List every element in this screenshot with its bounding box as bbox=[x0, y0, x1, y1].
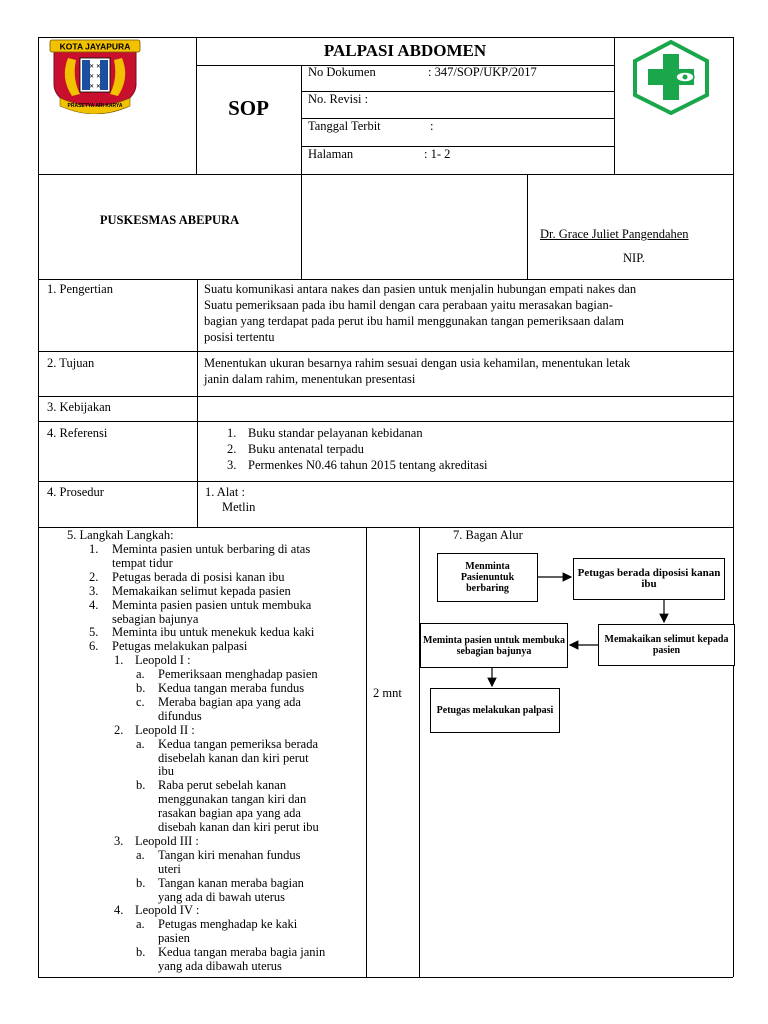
doc-number-label: No Dokumen bbox=[308, 65, 376, 79]
step-number: a. bbox=[136, 917, 145, 932]
step-text: Leopold II : bbox=[135, 722, 195, 737]
step-number: a. bbox=[136, 667, 145, 682]
step-number: 6. bbox=[89, 639, 99, 654]
step-text: Kedua tangan meraba fundus bbox=[158, 681, 305, 695]
step-text: ibu bbox=[158, 764, 174, 779]
referensi-item: Buku antenatal terpadu bbox=[248, 442, 364, 456]
svg-text:✕ ✕: ✕ ✕ bbox=[89, 74, 101, 80]
step-duration: 2 mnt bbox=[373, 686, 402, 700]
page-value: : 1- 2 bbox=[424, 147, 451, 161]
step-text: Memakaikan selimut kepada pasien bbox=[112, 583, 291, 598]
referensi-item: Permenkes N0.46 tahun 2015 tentang akreditasi bbox=[248, 458, 488, 472]
svg-text:✕ ✕: ✕ ✕ bbox=[89, 64, 101, 70]
referensi-item: Buku standar pelayanan kebidanan bbox=[248, 426, 423, 440]
alat-label: 1. Alat : bbox=[205, 485, 245, 499]
step-number: b. bbox=[136, 945, 146, 960]
section-referensi-label: 4. Referensi bbox=[47, 426, 108, 440]
referensi-number: 1. bbox=[227, 426, 237, 440]
step-text: Meminta pasien pasien untuk membuka bbox=[112, 597, 312, 612]
svg-text:✕ ✕: ✕ ✕ bbox=[89, 84, 101, 90]
step-text: Raba perut sebelah kanan bbox=[158, 778, 287, 793]
flow-box-palpasi: Petugas melakukan palpasi bbox=[430, 688, 560, 733]
step-text: Leopold III : bbox=[135, 833, 199, 848]
step-number: b. bbox=[136, 875, 146, 890]
steps-header: 5. Langkah Langkah: bbox=[67, 528, 174, 542]
step-number: b. bbox=[136, 778, 146, 793]
step-text: Petugas menghadap ke kaki bbox=[158, 917, 298, 932]
flow-box-berbaring: Menminta Pasienuntuk berbaring bbox=[437, 553, 538, 602]
step-text: menggunakan tangan kiri dan bbox=[158, 792, 307, 807]
issue-date-value: : bbox=[430, 119, 434, 133]
step-number: 3. bbox=[89, 583, 99, 598]
step-number: 1. bbox=[114, 653, 124, 668]
step-text: Pemeriksaan menghadap pasien bbox=[158, 667, 318, 682]
step-number: 2. bbox=[89, 569, 99, 584]
referensi-number: 3. bbox=[227, 458, 237, 472]
step-number: 1. bbox=[89, 542, 99, 556]
step-number: 3. bbox=[114, 833, 124, 848]
step-text: Petugas berada di posisi kanan ibu bbox=[112, 569, 285, 584]
section-prosedur-label: 4. Prosedur bbox=[47, 485, 104, 499]
organization-name: PUSKESMAS ABEPURA bbox=[99, 213, 240, 227]
signer-name: Dr. Grace Juliet Pangendahen bbox=[540, 227, 689, 241]
step-text: rasakan bagian apa yang ada bbox=[158, 806, 301, 821]
flow-header: 7. Bagan Alur bbox=[453, 528, 523, 542]
step-text: Leopold IV : bbox=[135, 903, 200, 918]
step-text: tempat tidur bbox=[112, 555, 173, 570]
pengertian-line: Suatu komunikasi antara nakes dan pasien untuk menjalin hubungan empati nakes dan bbox=[204, 282, 637, 296]
step-number: a. bbox=[136, 736, 145, 751]
step-number: a. bbox=[136, 847, 145, 862]
sop-label: SOP bbox=[228, 96, 269, 120]
referensi-number: 2. bbox=[227, 442, 237, 456]
revision-label: No. Revisi : bbox=[308, 92, 369, 106]
step-number: 5. bbox=[89, 625, 99, 640]
step-number: 4. bbox=[114, 903, 124, 918]
step-text: sebagian bajunya bbox=[112, 611, 199, 626]
document-title: PALPASI ABDOMEN bbox=[323, 41, 487, 60]
step-number: c. bbox=[136, 694, 145, 709]
step-text: Meminta ibu untuk menekuk kedua kaki bbox=[112, 625, 315, 640]
step-text: Leopold I : bbox=[135, 653, 191, 668]
section-kebijakan-label: 3. Kebijakan bbox=[47, 400, 111, 414]
tujuan-line: Menentukan ukuran besarnya rahim sesuai dengan usia kehamilan, menentukan letak bbox=[204, 356, 631, 370]
flow-box-buka-baju: Meminta pasien untuk membuka sebagian bajunya bbox=[420, 623, 568, 668]
step-number: 4. bbox=[89, 597, 99, 612]
section-pengertian-label: 1. Pengertian bbox=[47, 282, 113, 296]
svg-text:KOTA JAYAPURA: KOTA JAYAPURA bbox=[59, 41, 131, 52]
step-text: disebelah kanan dan kiri perut bbox=[158, 750, 309, 765]
step-text: Kedua tangan meraba bagia janin bbox=[158, 945, 326, 960]
issue-date-label: Tanggal Terbit bbox=[308, 119, 381, 133]
step-text: Tangan kanan meraba bagian bbox=[158, 875, 304, 890]
step-text: pasien bbox=[158, 931, 190, 946]
step-text: Kedua tangan pemeriksa berada bbox=[158, 736, 318, 751]
step-text: uteri bbox=[158, 861, 181, 876]
step-text: Meraba bagian apa yang ada bbox=[158, 694, 301, 709]
step-text: yang ada dibawah uterus bbox=[158, 959, 282, 973]
svg-text:PRASETYA ARI KARYA: PRASETYA ARI KARYA bbox=[67, 103, 123, 109]
step-number: 2. bbox=[114, 722, 124, 737]
signer-nip: NIP. bbox=[623, 251, 645, 265]
step-text: Petugas melakukan palpasi bbox=[112, 639, 248, 654]
pengertian-line: Suatu pemeriksaan pada ibu hamil dengan cara perabaan yaitu merasakan bagian- bbox=[204, 298, 613, 312]
step-text: difundus bbox=[158, 708, 202, 723]
step-text: Tangan kiri menahan fundus bbox=[158, 847, 301, 862]
section-tujuan-label: 2. Tujuan bbox=[47, 356, 95, 370]
pengertian-line: posisi tertentu bbox=[204, 330, 275, 344]
step-text: yang ada di bawah uterus bbox=[158, 889, 286, 904]
flow-box-posisi-kanan: Petugas berada diposisi kanan ibu bbox=[573, 558, 725, 600]
flow-box-selimut: Memakaikan selimut kepada pasien bbox=[598, 624, 735, 666]
alat-value: Metlin bbox=[222, 500, 256, 514]
pengertian-line: bagian yang terdapat pada perut ibu hamil menggunakan tangan pemeriksaan dalam bbox=[204, 314, 624, 328]
page-label: Halaman bbox=[308, 147, 354, 161]
step-number: b. bbox=[136, 681, 146, 695]
step-text: Meminta pasien untuk berbaring di atas bbox=[112, 542, 311, 556]
doc-number-value: : 347/SOP/UKP/2017 bbox=[428, 65, 537, 79]
tujuan-line: janin dalam rahim, menentukan presentasi bbox=[204, 372, 416, 386]
step-text: disebah kanan dan kiri perut ibu bbox=[158, 820, 319, 834]
